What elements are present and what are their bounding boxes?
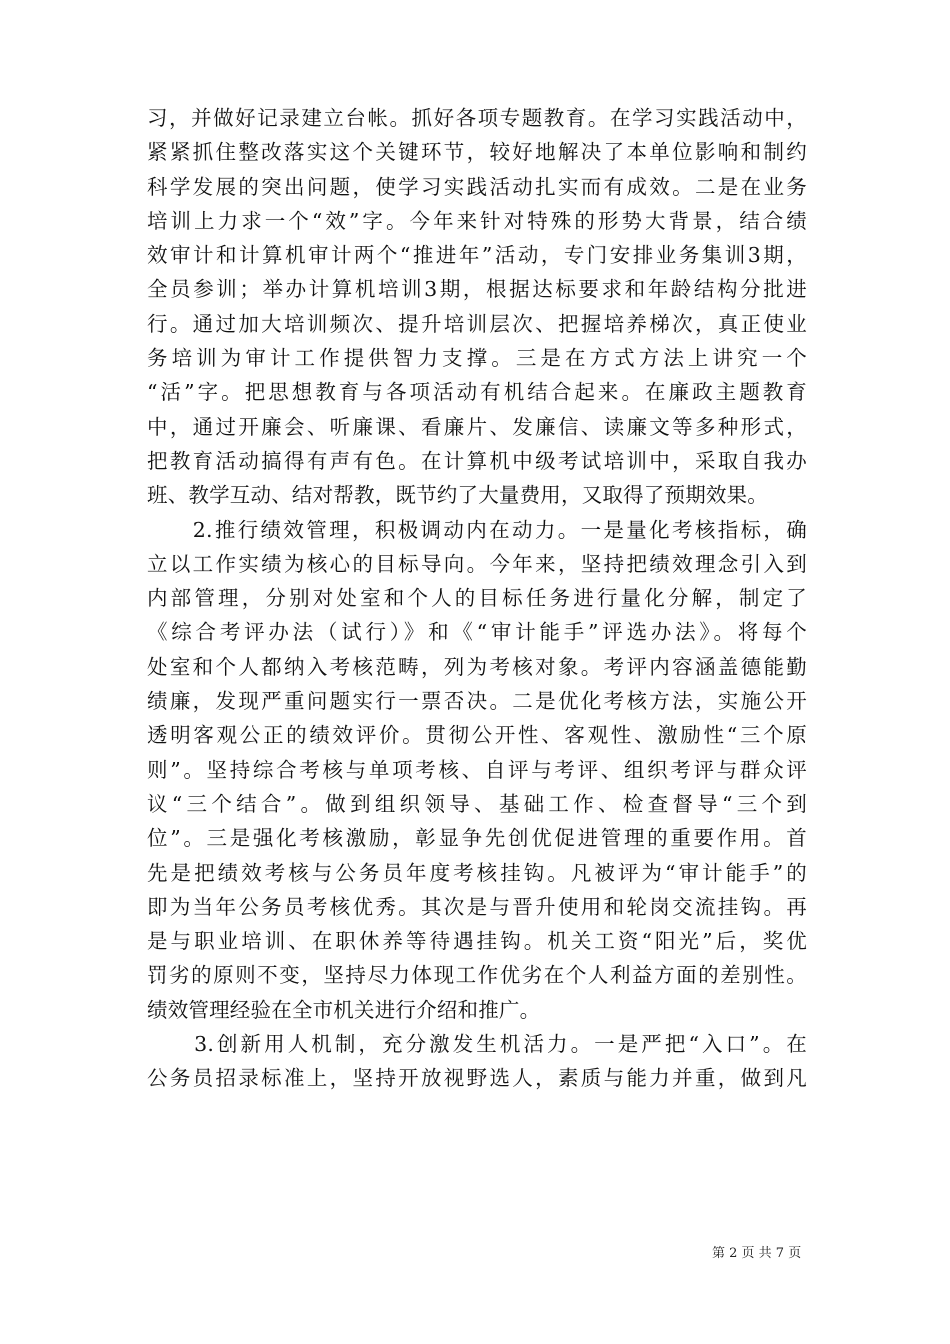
- text-line: 紧紧抓住整改落实这个关键环节，较好地解决了本单位影响和制约: [147, 140, 807, 165]
- text-line: 3.创新用人机制，充分激发生机活力。一是严把“入口”。在: [147, 1032, 807, 1057]
- text-line: 《综合考评办法（试行）》和《“审计能手”评选办法》。将每个: [147, 620, 807, 645]
- text-line: 议“三个结合”。做到组织领导、基础工作、检查督导“三个到: [147, 791, 807, 816]
- text-line: 位”。三是强化考核激励，彰显争先创优促进管理的重要作用。首: [147, 826, 807, 851]
- text-line: 立以工作实绩为核心的目标导向。今年来，坚持把绩效理念引入到: [147, 551, 807, 576]
- text-line: 中，通过开廉会、听廉课、看廉片、发廉信、读廉文等多种形式，: [147, 414, 807, 439]
- text-line: “活”字。把思想教育与各项活动有机结合起来。在廉政主题教育: [147, 380, 807, 405]
- text-line: 把教育活动搞得有声有色。在计算机中级考试培训中，采取自我办: [147, 448, 807, 473]
- text-line: 2.推行绩效管理，积极调动内在动力。一是量化考核指标，确: [147, 517, 807, 542]
- text-line: 绩效管理经验在全市机关进行介绍和推广。: [147, 997, 541, 1022]
- text-line: 培训上力求一个“效”字。今年来针对特殊的形势大背景，结合绩: [147, 208, 807, 233]
- text-line: 习，并做好记录建立台帐。抓好各项专题教育。在学习实践活动中，: [147, 106, 807, 130]
- text-line: 务培训为审计工作提供智力支撑。三是在方式方法上讲究一个: [147, 346, 807, 371]
- text-line: 班、教学互动、结对帮教，既节约了大量费用，又取得了预期效果。: [147, 483, 768, 508]
- text-line: 公务员招录标准上，坚持开放视野选人，素质与能力并重，做到凡: [147, 1066, 807, 1091]
- text-line: 即为当年公务员考核优秀。其次是与晋升使用和轮岗交流挂钩。再: [147, 894, 807, 919]
- text-line: 绩廉，发现严重问题实行一票否决。二是优化考核方法，实施公开: [147, 689, 807, 714]
- text-line: 罚劣的原则不变，坚持尽力体现工作优劣在个人利益方面的差别性。: [147, 963, 807, 988]
- text-line: 效审计和计算机审计两个“推进年”活动，专门安排业务集训3期，: [147, 243, 807, 268]
- text-line: 内部管理，分别对处室和个人的目标任务进行量化分解，制定了: [147, 586, 807, 611]
- body-text: [147, 101, 807, 1096]
- text-line: 全员参训；举办计算机培训3期，根据达标要求和年龄结构分批进: [147, 277, 807, 302]
- text-line: 科学发展的突出问题，使学习实践活动扎实而有成效。二是在业务: [147, 174, 807, 199]
- text-line: 先是把绩效考核与公务员年度考核挂钩。凡被评为“审计能手”的: [147, 860, 807, 885]
- text-line: 透明客观公正的绩效评价。贯彻公开性、客观性、激励性“三个原: [147, 723, 807, 748]
- text-line: 行。通过加大培训频次、提升培训层次、把握培养梯次，真正使业: [147, 311, 807, 336]
- page-number-label: 第 2 页 共 7 页: [712, 1246, 802, 1261]
- page-number: [712, 1246, 801, 1262]
- text-line: 则”。坚持综合考核与单项考核、自评与考评、组织考评与群众评: [147, 757, 807, 782]
- text-line: 处室和个人都纳入考核范畴，列为考核对象。考评内容涵盖德能勤: [147, 654, 807, 679]
- text-line: 是与职业培训、在职休养等待遇挂钩。机关工资“阳光”后，奖优: [147, 929, 807, 954]
